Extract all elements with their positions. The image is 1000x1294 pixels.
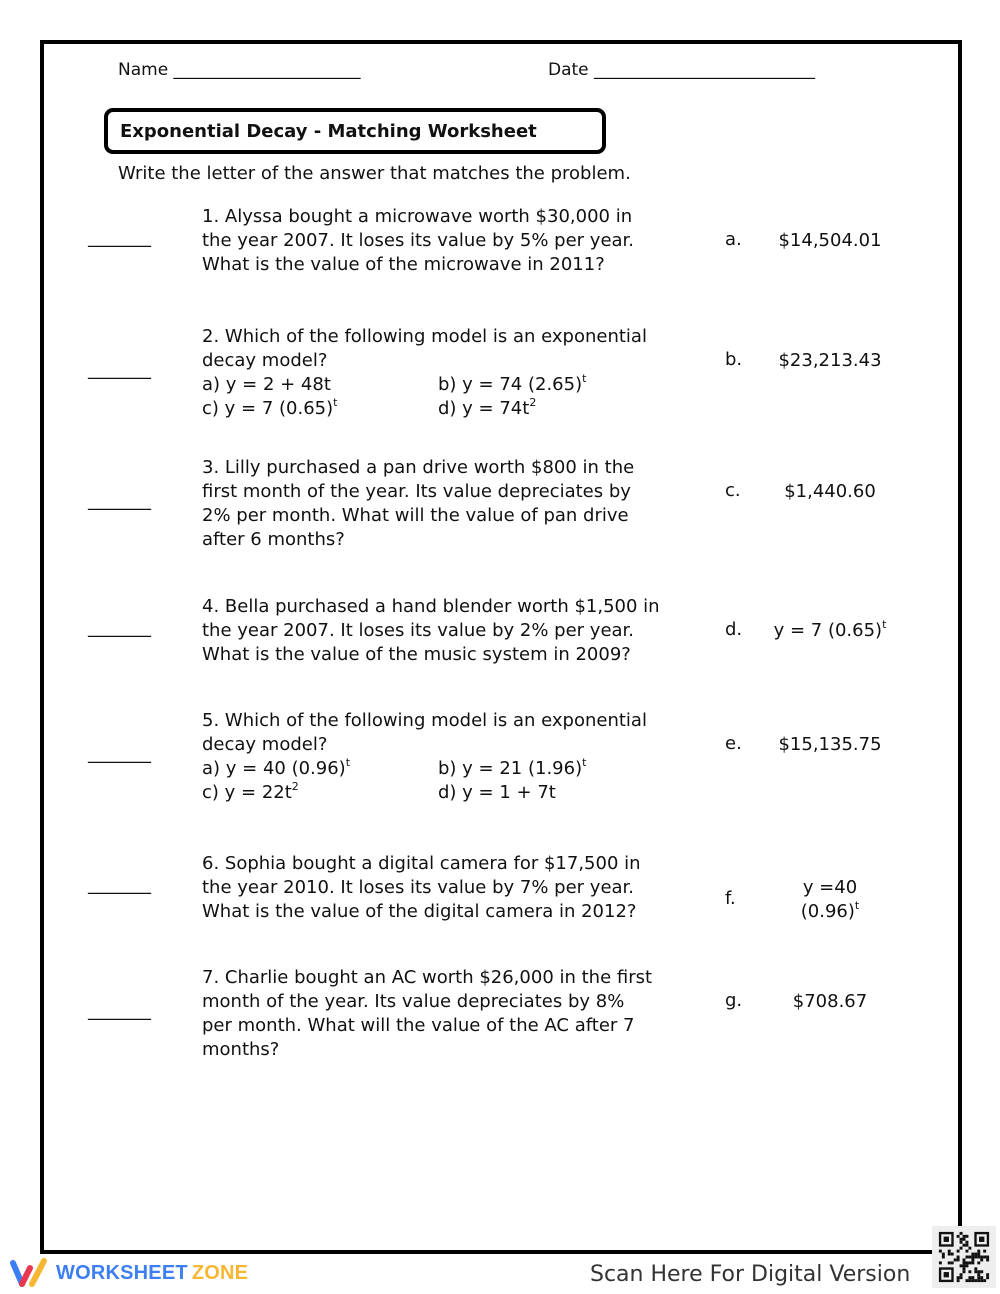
option-exponent: t — [582, 372, 587, 385]
answer-option — [760, 480, 900, 504]
worksheet-title: Exponential Decay - Matching Worksheet — [120, 121, 537, 142]
answer-base: (0.96) — [800, 901, 855, 922]
answer-line — [760, 229, 900, 253]
answer-base: $1,440.60 — [784, 481, 876, 502]
question-line: months? — [202, 1039, 280, 1060]
model-option — [202, 781, 438, 805]
answer-line — [760, 876, 900, 900]
option-base: b) y = 21 (1.96) — [438, 758, 583, 779]
question-line: What is the value of the music system in 2009? — [202, 644, 631, 665]
question-line: the year 2007. It loses its value by 5% per year. — [202, 230, 635, 251]
answer-line — [760, 349, 900, 373]
worksheetzone-logo-icon — [10, 1258, 50, 1288]
answer-option — [760, 733, 900, 757]
answer-line — [760, 733, 900, 757]
answer-base: $15,135.75 — [778, 734, 882, 755]
question-text — [202, 325, 712, 421]
model-option — [202, 397, 438, 421]
question-line: 1. Alyssa bought a microwave worth $30,000 in — [202, 206, 633, 227]
answer-letter: c. — [725, 480, 741, 501]
option-base: c) y = 22t — [202, 782, 292, 803]
option-exponent: t — [345, 756, 351, 769]
answer-line — [760, 480, 900, 504]
question-text — [202, 966, 712, 1062]
question-line: 2. Which of the following model is an exponential — [202, 326, 647, 347]
question-line: per month. What will the value of the AC after 7 — [202, 1015, 635, 1036]
answer-line — [760, 990, 900, 1014]
answer-letter: e. — [725, 733, 742, 754]
question-line: What is the value of the digital camera in 2012? — [202, 901, 637, 922]
answer-blank[interactable]: _______ — [88, 359, 151, 380]
model-option — [438, 757, 674, 781]
date-field[interactable]: Date __________________________ — [548, 60, 816, 80]
answer-line — [760, 619, 900, 643]
answer-blank[interactable]: _______ — [88, 617, 151, 638]
answer-base: $14,504.01 — [778, 230, 882, 251]
answer-blank[interactable]: _______ — [88, 490, 151, 511]
title-box — [104, 108, 606, 154]
model-option — [438, 781, 674, 805]
question-line: 2% per month. What will the value of pan drive — [202, 505, 629, 526]
answer-base: $708.67 — [792, 991, 868, 1012]
option-exponent: t — [582, 756, 587, 769]
question-line: 3. Lilly purchased a pan drive worth $800 in the — [202, 457, 635, 478]
answer-blank[interactable]: _______ — [88, 227, 151, 248]
question-text — [202, 852, 712, 924]
option-grid — [202, 757, 712, 805]
question-text — [202, 205, 712, 277]
worksheetzone-logo — [10, 1258, 248, 1288]
answer-line — [760, 900, 900, 924]
option-base: a) y = 2 + 48t — [202, 374, 331, 395]
instructions: Write the letter of the answer that matches the problem. — [118, 163, 631, 184]
answer-exponent: t — [854, 899, 860, 912]
question-text — [202, 709, 712, 805]
question-line: the year 2010. It loses its value by 7% per year. — [202, 877, 635, 898]
answer-letter: f. — [725, 888, 736, 909]
question-text — [202, 456, 712, 552]
brand-name-part2: ZONE — [191, 1261, 249, 1284]
question-line: decay model? — [202, 350, 328, 371]
option-base: d) y = 74t — [438, 398, 530, 419]
option-base: c) y = 7 (0.65) — [202, 398, 334, 419]
option-exponent: 2 — [529, 396, 537, 409]
question-line: decay model? — [202, 734, 328, 755]
question-text — [202, 595, 712, 667]
answer-letter: d. — [725, 619, 743, 640]
option-base: a) y = 40 (0.96) — [202, 758, 346, 779]
question-line: month of the year. Its value depreciates by 8% — [202, 991, 625, 1012]
answer-base: $23,213.43 — [778, 350, 882, 371]
scan-text: Scan Here For Digital Version — [590, 1262, 911, 1287]
answer-base: y =40 — [802, 877, 858, 898]
answer-option — [760, 990, 900, 1014]
question-line: 4. Bella purchased a hand blender worth $1,500 in — [202, 596, 660, 617]
answer-blank[interactable]: _______ — [88, 874, 151, 895]
question-line: 6. Sophia bought a digital camera for $17,500 in — [202, 853, 641, 874]
answer-blank[interactable]: _______ — [88, 1000, 151, 1021]
question-line: first month of the year. Its value depreciates by — [202, 481, 631, 502]
question-line: 7. Charlie bought an AC worth $26,000 in the first — [202, 967, 653, 988]
answer-base: y = 7 (0.65) — [773, 620, 883, 641]
model-option — [202, 373, 438, 397]
question-line: What is the value of the microwave in 2011? — [202, 254, 605, 275]
brand-name-part1: WORKSHEET — [56, 1261, 188, 1284]
answer-option — [760, 619, 900, 643]
option-grid — [202, 373, 712, 421]
option-base: d) y = 1 + 7t — [438, 782, 556, 803]
option-exponent: t — [333, 396, 338, 409]
name-field[interactable]: Name ______________________ — [118, 60, 361, 80]
answer-option — [760, 229, 900, 253]
model-option — [438, 397, 674, 421]
question-line: after 6 months? — [202, 529, 345, 550]
answer-letter: b. — [725, 349, 743, 370]
answer-letter: a. — [725, 229, 742, 250]
model-option — [202, 757, 438, 781]
answer-blank[interactable]: _______ — [88, 743, 151, 764]
option-base: b) y = 74 (2.65) — [438, 374, 583, 395]
option-exponent: 2 — [291, 780, 299, 793]
model-option — [438, 373, 674, 397]
question-line: the year 2007. It loses its value by 2% per year. — [202, 620, 635, 641]
question-line: 5. Which of the following model is an exponential — [202, 710, 647, 731]
answer-exponent: t — [882, 618, 887, 631]
answer-letter: g. — [725, 990, 743, 1011]
answer-option — [760, 349, 900, 373]
answer-option — [760, 876, 900, 924]
qr-code-icon[interactable] — [932, 1226, 996, 1288]
